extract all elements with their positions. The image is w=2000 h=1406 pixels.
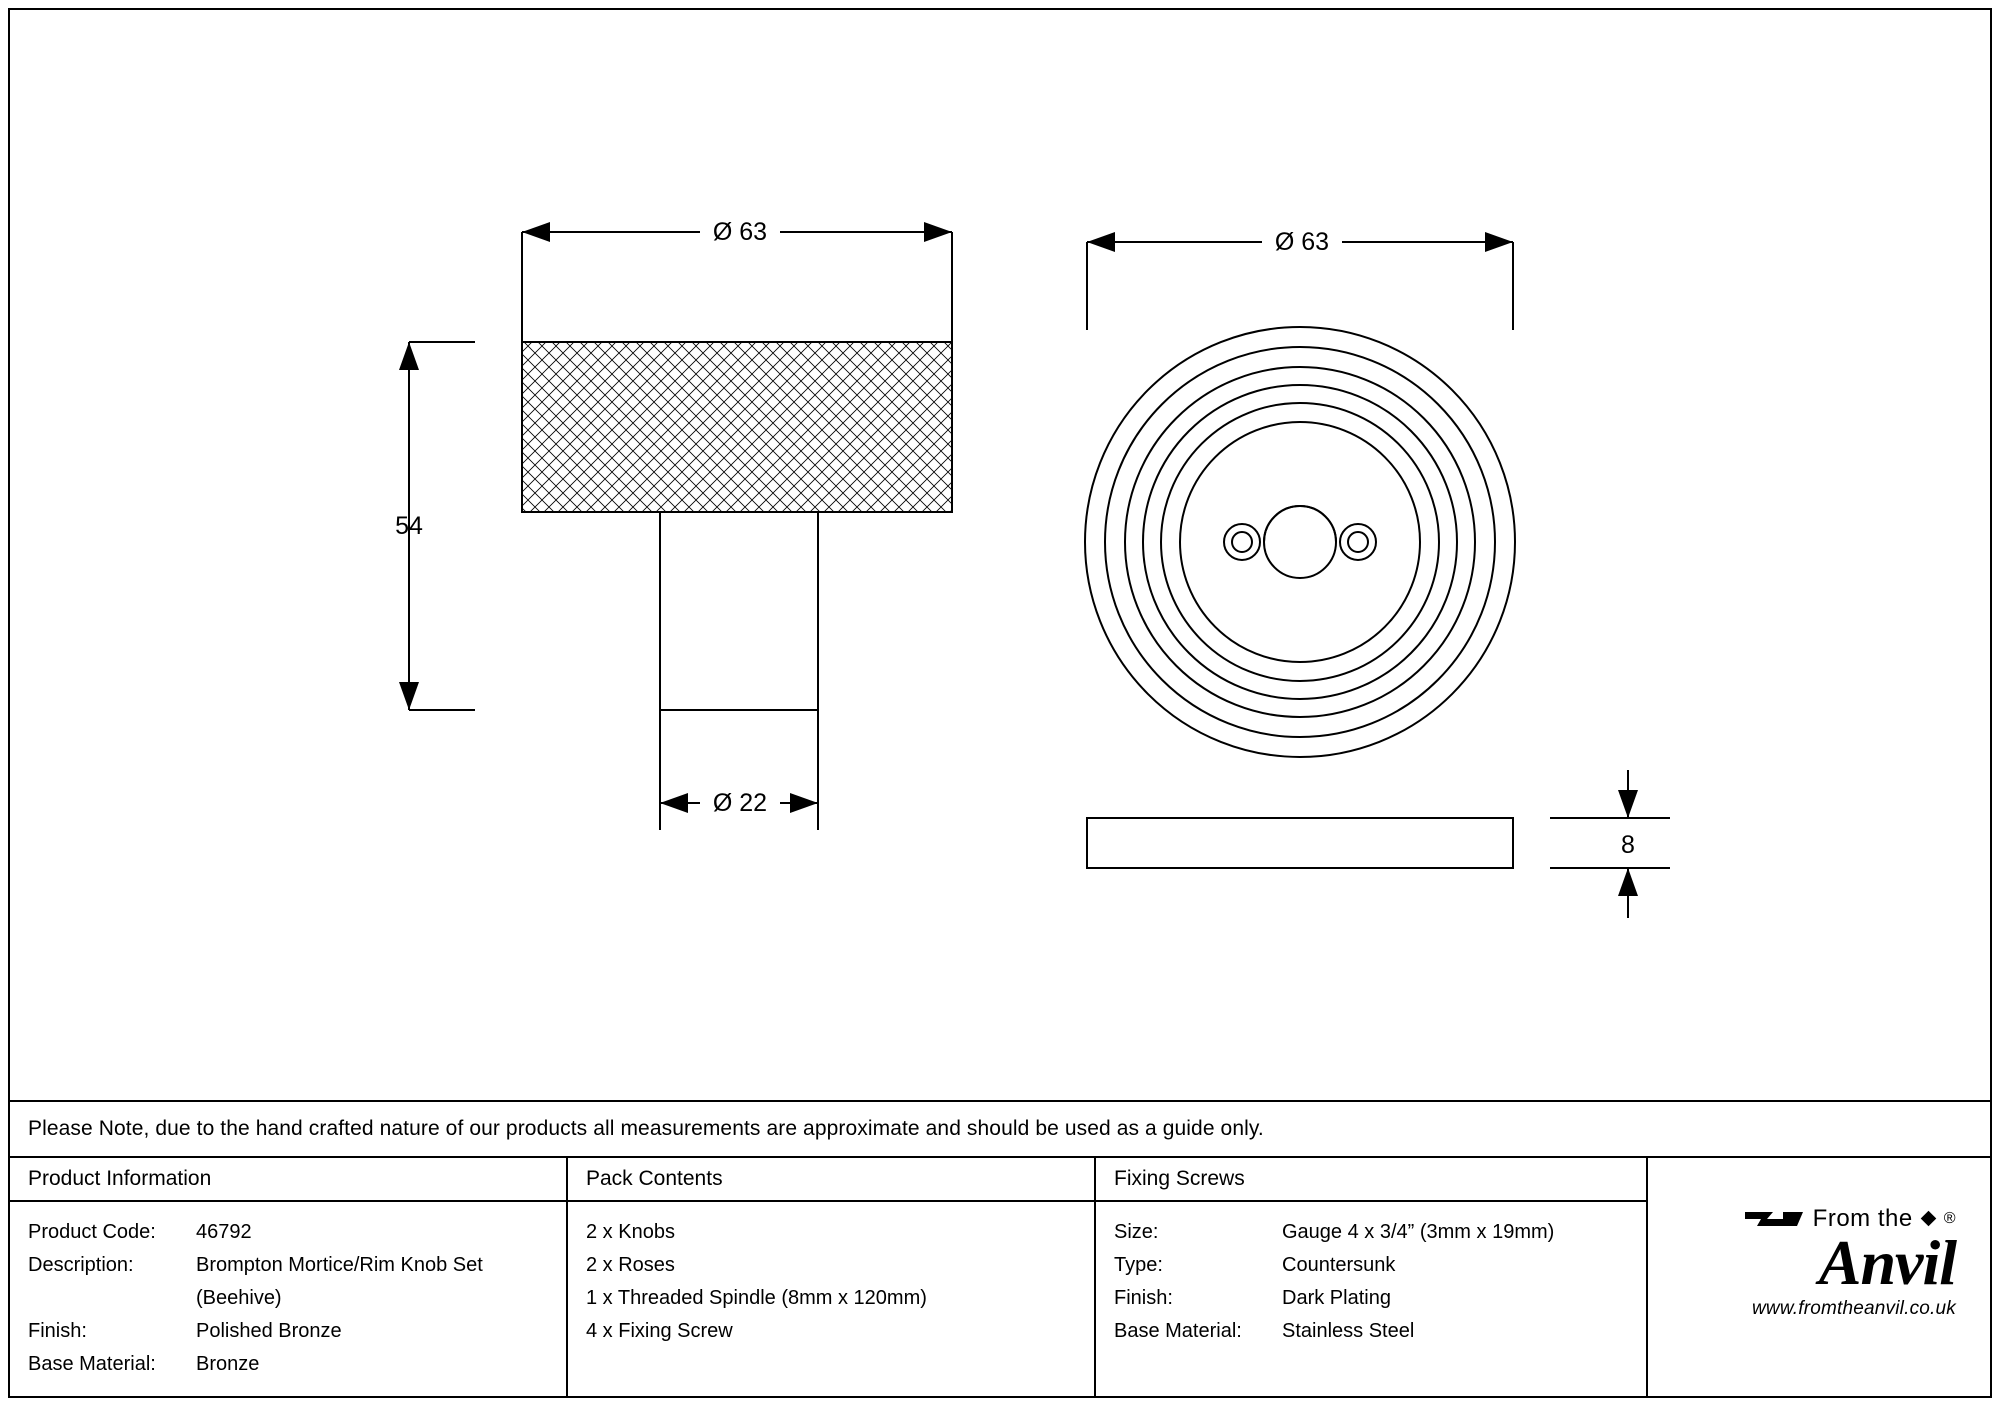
pack-contents-body [568, 1202, 1094, 1348]
screw-type-label: Type: [1114, 1254, 1163, 1276]
logo-top-text: From the [1812, 1205, 1913, 1232]
list-item: 2 x Roses [586, 1254, 675, 1276]
base-material-label: Base Material: [28, 1353, 156, 1375]
base-material-value: Bronze [196, 1353, 260, 1375]
pack-contents-column [568, 1158, 1096, 1396]
table-row [1114, 1315, 1646, 1348]
screw-finish-label: Finish: [1114, 1287, 1173, 1309]
technical-drawing-area [10, 10, 1990, 1100]
product-information-column [10, 1158, 568, 1396]
dim-rose-diameter: Ø 63 [1274, 228, 1330, 256]
screw-base-material-value: Stainless Steel [1282, 1320, 1415, 1342]
brand-logo-column [1648, 1158, 1990, 1396]
table-row [28, 1348, 566, 1381]
product-information-heading: Product Information [10, 1158, 566, 1202]
table-row [28, 1249, 566, 1282]
fixing-screws-column [1096, 1158, 1648, 1396]
table-row [1114, 1282, 1646, 1315]
dim-knob-diameter: Ø 63 [712, 218, 768, 246]
product-code-label: Product Code: [28, 1221, 156, 1243]
screw-finish-value: Dark Plating [1282, 1287, 1391, 1309]
list-item: 2 x Knobs [586, 1221, 675, 1243]
finish-value: Polished Bronze [196, 1320, 342, 1342]
screw-size-label: Size: [1114, 1221, 1159, 1243]
fixing-screws-heading: Fixing Screws [1096, 1158, 1646, 1202]
list-item: 1 x Threaded Spindle (8mm x 120mm) [586, 1287, 927, 1309]
table-row [28, 1315, 566, 1348]
drawing-sheet [8, 8, 1992, 1398]
pack-contents-heading: Pack Contents [568, 1158, 1094, 1202]
finish-label: Finish: [28, 1320, 87, 1342]
dim-rose-depth: 8 [1621, 831, 1635, 859]
product-code-value: 46792 [196, 1221, 252, 1243]
screw-base-material-label: Base Material: [1114, 1320, 1242, 1342]
measurement-note-text: Please Note, due to the hand crafted nature of our products all measurements are approximate and should be used as a guide only. [28, 1117, 1264, 1140]
anvil-icon [1743, 1206, 1805, 1232]
brand-logo [1656, 1204, 1956, 1320]
information-table [10, 1156, 1990, 1396]
description-value: Brompton Mortice/Rim Knob Set [196, 1254, 483, 1276]
screw-type-value: Countersunk [1282, 1254, 1396, 1276]
measurement-note-bar [10, 1100, 1990, 1156]
table-row [1114, 1249, 1646, 1282]
description-value-line2: (Beehive) [196, 1287, 282, 1309]
list-item: 4 x Fixing Screw [586, 1320, 733, 1342]
logo-wordmark: Anvil [1818, 1227, 1956, 1298]
screw-size-value: Gauge 4 x 3/4” (3mm x 19mm) [1282, 1221, 1555, 1243]
fixing-screws-body [1096, 1202, 1646, 1348]
registered-mark: ® [1943, 1210, 1956, 1227]
table-row [28, 1216, 566, 1249]
product-information-body [10, 1202, 566, 1381]
dim-knob-height: 54 [395, 512, 423, 540]
diamond-icon [1920, 1210, 1936, 1226]
technical-drawing-svg [10, 10, 1994, 1100]
table-row [1114, 1216, 1646, 1249]
description-label: Description: [28, 1254, 134, 1276]
logo-url: www.fromtheanvil.co.uk [1752, 1298, 1956, 1319]
dim-spindle-diameter: Ø 22 [712, 789, 768, 817]
